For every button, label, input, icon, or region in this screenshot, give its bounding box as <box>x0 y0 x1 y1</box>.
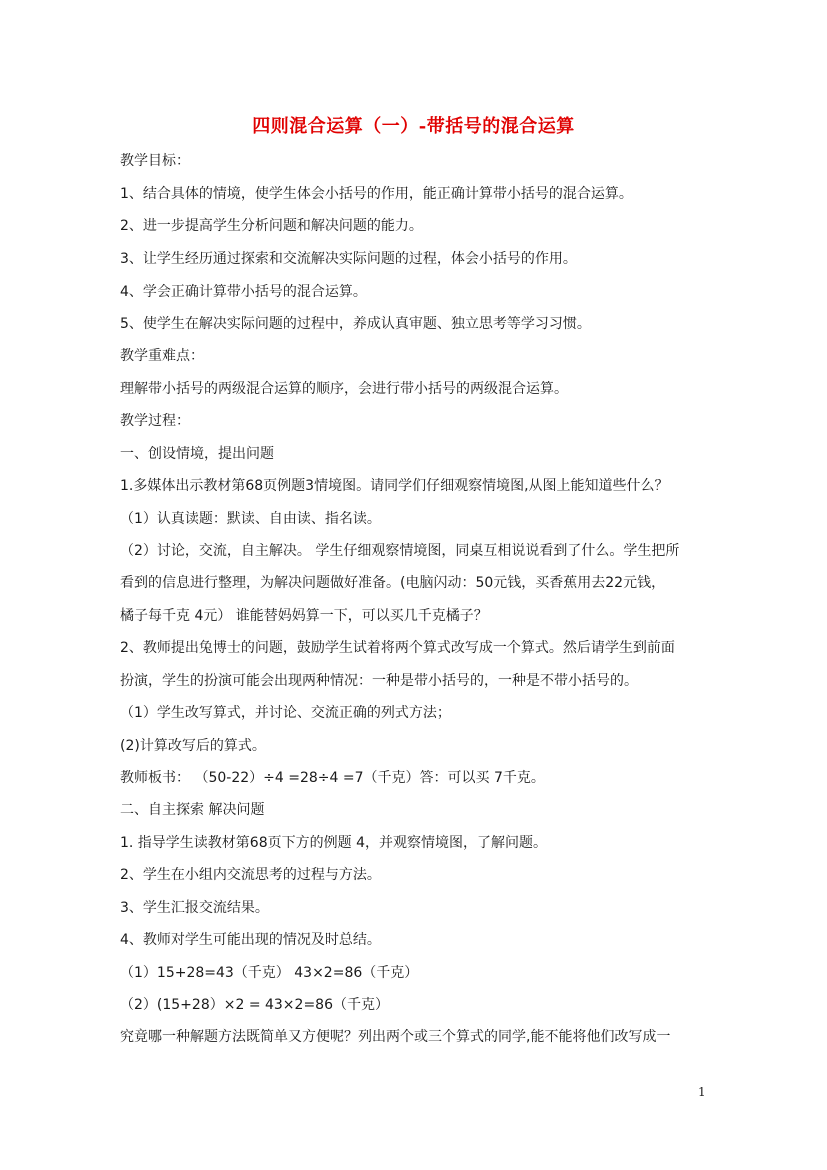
text-line: 1. 指导学生读教材第68页下方的例题 4，并观察情境图，了解问题。 <box>120 835 547 851</box>
text-line: 1.多媒体出示教材第68页例题3情境图。请同学们仔细观察情境图,从图上能知道些什么？ <box>120 478 669 494</box>
text-line: 一、创设情境，提出问题 <box>120 446 274 462</box>
text-line: 教师板书： （50-22）÷4 =28÷4 =7（千克）答：可以买 7千克。 <box>120 770 545 786</box>
text-line: 教学目标： <box>120 153 190 169</box>
text-line: （2）(15+28）×2 = 43×2=86（千克） <box>120 997 389 1013</box>
text-line: 理解带小括号的两级混合运算的顺序，会进行带小括号的两级混合运算。 <box>120 381 568 397</box>
text-line: （1）认真读题：默读、自由读、指名读。 <box>120 511 381 527</box>
text-line: 教学过程： <box>120 413 190 429</box>
text-line: 2、进一步提高学生分析问题和解决问题的能力。 <box>120 218 423 234</box>
text-line: （2）讨论，交流，自主解决。 学生仔细观察情境图，同桌互相说说看到了什么。学生把所 <box>120 543 680 559</box>
text-line: 4、学会正确计算带小括号的混合运算。 <box>120 284 367 300</box>
text-line: 3、让学生经历通过探索和交流解决实际问题的过程，体会小括号的作用。 <box>120 251 577 267</box>
text-line: 4、教师对学生可能出现的情况及时总结。 <box>120 932 381 948</box>
text-line: 二、自主探索 解决问题 <box>120 802 265 818</box>
text-line: 教学重难点： <box>120 348 204 364</box>
text-line: 看到的信息进行整理，为解决问题做好准备。(电脑闪动：50元钱，买香蕉用去22元钱， <box>120 575 666 591</box>
text-line: （1）学生改写算式，并讨论、交流正确的列式方法； <box>120 705 451 721</box>
document-title: 四则混合运算（一）-带括号的混合运算 <box>252 116 575 137</box>
text-line: 橘子每千克 4元） 谁能替妈妈算一下，可以买几千克橘子？ <box>120 608 488 624</box>
text-line: 扮演，学生的扮演可能会出现两种情况：一种是带小括号的，一种是不带小括号的。 <box>120 673 638 689</box>
text-line: 5、使学生在解决实际问题的过程中，养成认真审题、独立思考等学习习惯。 <box>120 316 591 332</box>
text-line: 3、学生汇报交流结果。 <box>120 900 269 916</box>
text-line: 1、结合具体的情境，使学生体会小括号的作用，能正确计算带小括号的混合运算。 <box>120 186 633 202</box>
text-line: （1）15+28=43（千克） 43×2=86（千克） <box>120 965 419 981</box>
text-line: 2、教师提出兔博士的问题，鼓励学生试着将两个算式改写成一个算式。然后请学生到前面 <box>120 640 675 656</box>
page-number: 1 <box>698 1085 706 1099</box>
text-line: 2、学生在小组内交流思考的过程与方法。 <box>120 867 381 883</box>
text-line: 究竟哪一种解题方法既简单又方便呢？列出两个或三个算式的同学,能不能将他们改写成一 <box>120 1029 671 1045</box>
text-line: (2)计算改写后的算式。 <box>120 738 266 754</box>
